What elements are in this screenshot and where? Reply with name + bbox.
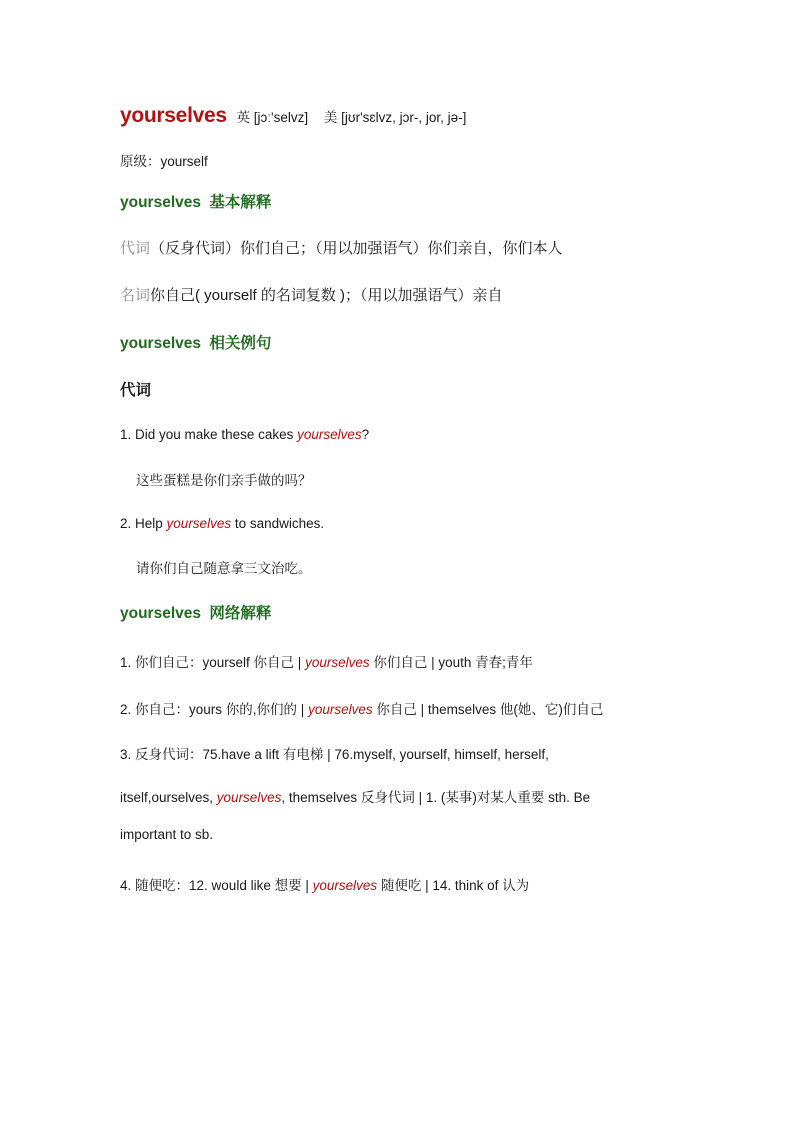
web-item-highlight: yourselves <box>305 655 370 670</box>
definition-pos: 代词 <box>120 240 151 257</box>
web-item-3-continued-2 <box>120 827 213 842</box>
web-item-text-end: 你们自己 | youth 青春;青年 <box>369 655 533 670</box>
web-item-text: 反身代词：75.have a lift 有电梯 | 76.myself, yourself, himself, herself, <box>135 747 549 762</box>
base-form-line <box>120 150 208 170</box>
web-item-text: itself,ourselves, <box>120 790 217 805</box>
example-number: 2. <box>120 516 132 531</box>
example-2 <box>120 516 324 531</box>
headword: yourselves <box>120 104 227 127</box>
web-heading-text: 网络解释 <box>209 605 272 622</box>
examples-pos-heading: 代词 <box>120 382 152 399</box>
web-item-number: 2. <box>120 702 132 717</box>
web-item-text: 你自己：yours 你的,你们的 | <box>135 702 309 717</box>
headword-line <box>120 104 466 128</box>
basic-heading <box>120 190 271 212</box>
basic-heading-word: yourselves <box>120 194 201 211</box>
web-item-text-end: , themselves 反身代词 | 1. (某事)对某人重要 sth. Be <box>281 790 591 805</box>
example-number: 1. <box>120 427 132 442</box>
web-item-text-end: 你自己 | themselves 他(她、它)们自己 <box>372 702 604 717</box>
example-highlight: yourselves <box>297 427 362 442</box>
examples-heading <box>120 331 271 353</box>
definition-2 <box>120 284 503 305</box>
web-item-4 <box>120 874 529 894</box>
base-form-label: 原级： <box>120 154 161 169</box>
web-item-text: important to sb. <box>120 827 214 842</box>
uk-label: 英 <box>236 110 251 125</box>
web-item-text: 你们自己：yourself 你自己 | <box>135 655 306 670</box>
web-item-highlight: yourselves <box>308 702 373 717</box>
web-item-highlight: yourselves <box>312 878 378 893</box>
web-item-number: 4. <box>120 878 132 893</box>
example-2-translation: 请你们自己随意拿三文治吃。 <box>136 561 312 576</box>
web-item-number: 1. <box>120 655 132 670</box>
web-item-text: 随便吃：12. would like 想要 | <box>135 878 313 893</box>
example-text-end: ? <box>361 427 370 442</box>
example-text: Help <box>135 516 167 531</box>
web-item-text-end: 随便吃 | 14. think of 认为 <box>377 878 530 893</box>
web-heading-word: yourselves <box>120 605 201 622</box>
example-text-end: to sandwiches. <box>231 516 325 531</box>
definition-1 <box>120 237 563 258</box>
basic-heading-text: 基本解释 <box>209 194 272 211</box>
definition-text: 你自己( yourself 的名词复数 )；（用以加强语气）亲自 <box>150 287 503 304</box>
web-item-1 <box>120 651 533 671</box>
web-item-3 <box>120 743 549 763</box>
web-item-number: 3. <box>120 747 132 762</box>
example-highlight: yourselves <box>166 516 232 531</box>
example-1 <box>120 427 369 442</box>
us-label: 美 <box>323 110 338 125</box>
base-form-value: yourself <box>160 154 208 169</box>
examples-heading-word: yourselves <box>120 335 201 352</box>
web-item-highlight: yourselves <box>216 790 282 805</box>
definition-pos: 名词 <box>120 287 151 304</box>
example-text: Did you make these cakes <box>135 427 298 442</box>
web-heading <box>120 601 271 623</box>
definition-text: （反身代词）你们自己；（用以加强语气）你们亲自，你们本人 <box>150 240 563 257</box>
examples-heading-text: 相关例句 <box>209 335 272 352</box>
us-phonetic: [jʊr'sɛlvz, jɔr-, jor, jə-] <box>341 110 467 125</box>
web-item-3-continued <box>120 786 590 806</box>
uk-phonetic: [jɔː'selvz] <box>253 110 309 125</box>
web-item-2 <box>120 698 603 718</box>
example-1-translation: 这些蛋糕是你们亲手做的吗？ <box>136 473 312 488</box>
